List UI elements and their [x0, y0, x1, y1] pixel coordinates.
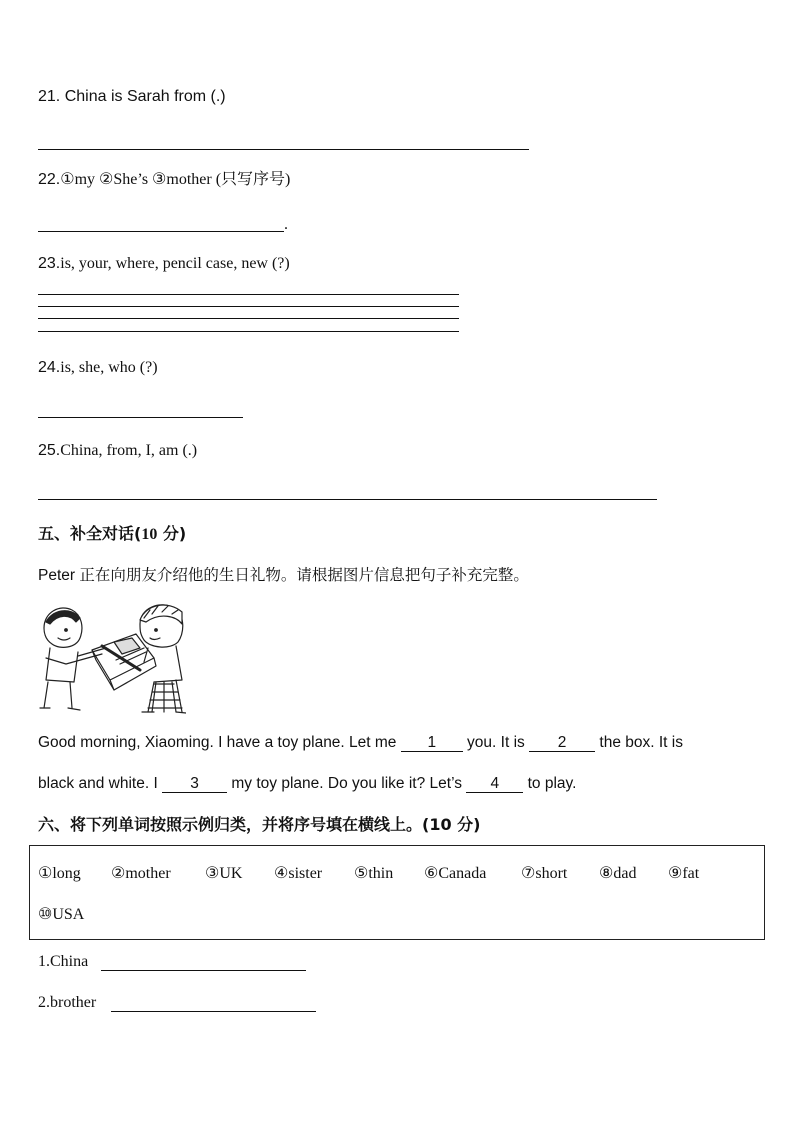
dialogue-text: black and white. I	[38, 775, 163, 792]
section-score-unit: 分)	[157, 524, 187, 543]
question-number: 24.	[38, 359, 61, 376]
blank-4[interactable]: 4	[466, 775, 523, 793]
boys-gift-illustration	[36, 600, 186, 715]
question-prompt: China, from, I, am (.)	[60, 442, 198, 459]
word-sister: ④sister	[274, 865, 323, 882]
question-prompt: China is Sarah from (.)	[60, 88, 226, 105]
question-number: 25.	[38, 442, 61, 459]
dialogue-text: to play.	[523, 775, 577, 792]
word-fat: ⑨fat	[668, 865, 700, 882]
answer-period: .	[284, 216, 288, 233]
answer-line[interactable]	[38, 231, 284, 232]
word-dad: ⑧dad	[599, 865, 637, 882]
question-21	[38, 87, 226, 107]
category-brother: 2.brother	[38, 994, 97, 1011]
question-number: 21.	[38, 88, 61, 105]
word-short: ⑦short	[521, 865, 568, 882]
category-china: 1.China	[38, 953, 89, 970]
dialogue-text: Good morning, Xiaoming. I have a toy plane. Let me	[38, 734, 401, 751]
section-6-heading: 六、将下列单词按照示例归类，并将序号填在横线上。(10 分)	[38, 815, 481, 834]
word-usa: ⑩USA	[38, 906, 85, 923]
question-24	[38, 358, 158, 378]
answer-line[interactable]	[101, 970, 306, 971]
question-number: 23.	[38, 255, 61, 272]
question-prompt: ①my ②She’s ③mother (只写序号)	[60, 171, 291, 188]
answer-line[interactable]	[111, 1011, 316, 1012]
question-23	[38, 254, 290, 274]
dialogue-text: you. It is	[462, 734, 530, 751]
word-mother: ②mother	[111, 865, 171, 882]
question-25	[38, 441, 197, 461]
answer-line[interactable]	[38, 149, 529, 150]
answer-line[interactable]	[38, 499, 657, 500]
question-number: 22.	[38, 171, 61, 188]
section-5-intro: Peter 正在向朋友介绍他的生日礼物。请根据图片信息把句子补充完整。	[38, 567, 529, 584]
answer-line[interactable]	[38, 318, 459, 319]
question-prompt: is, she, who (?)	[60, 359, 158, 376]
word-bank-box	[29, 845, 765, 940]
section-5-heading	[38, 524, 186, 545]
dialogue-text: the box. It is	[595, 734, 683, 751]
answer-line[interactable]	[38, 306, 459, 307]
blank-3[interactable]: 3	[162, 775, 227, 793]
word-long: ①long	[38, 865, 81, 882]
dialogue-line-2	[38, 774, 576, 794]
blank-2[interactable]: 2	[529, 734, 595, 752]
answer-line[interactable]	[38, 417, 243, 418]
section-title: 五、补全对话(	[38, 524, 142, 543]
answer-line[interactable]	[38, 331, 459, 332]
dialogue-line-1	[38, 733, 683, 753]
section-score: 10	[141, 526, 158, 543]
question-22	[38, 170, 290, 190]
question-prompt: is, your, where, pencil case, new (?)	[60, 255, 290, 272]
blank-1[interactable]: 1	[401, 734, 463, 752]
word-canada: ⑥Canada	[424, 865, 487, 882]
dialogue-text: my toy plane. Do you like it? Let’s	[227, 775, 467, 792]
word-thin: ⑤thin	[354, 865, 394, 882]
answer-line[interactable]	[38, 294, 459, 295]
word-uk: ③UK	[205, 865, 243, 882]
